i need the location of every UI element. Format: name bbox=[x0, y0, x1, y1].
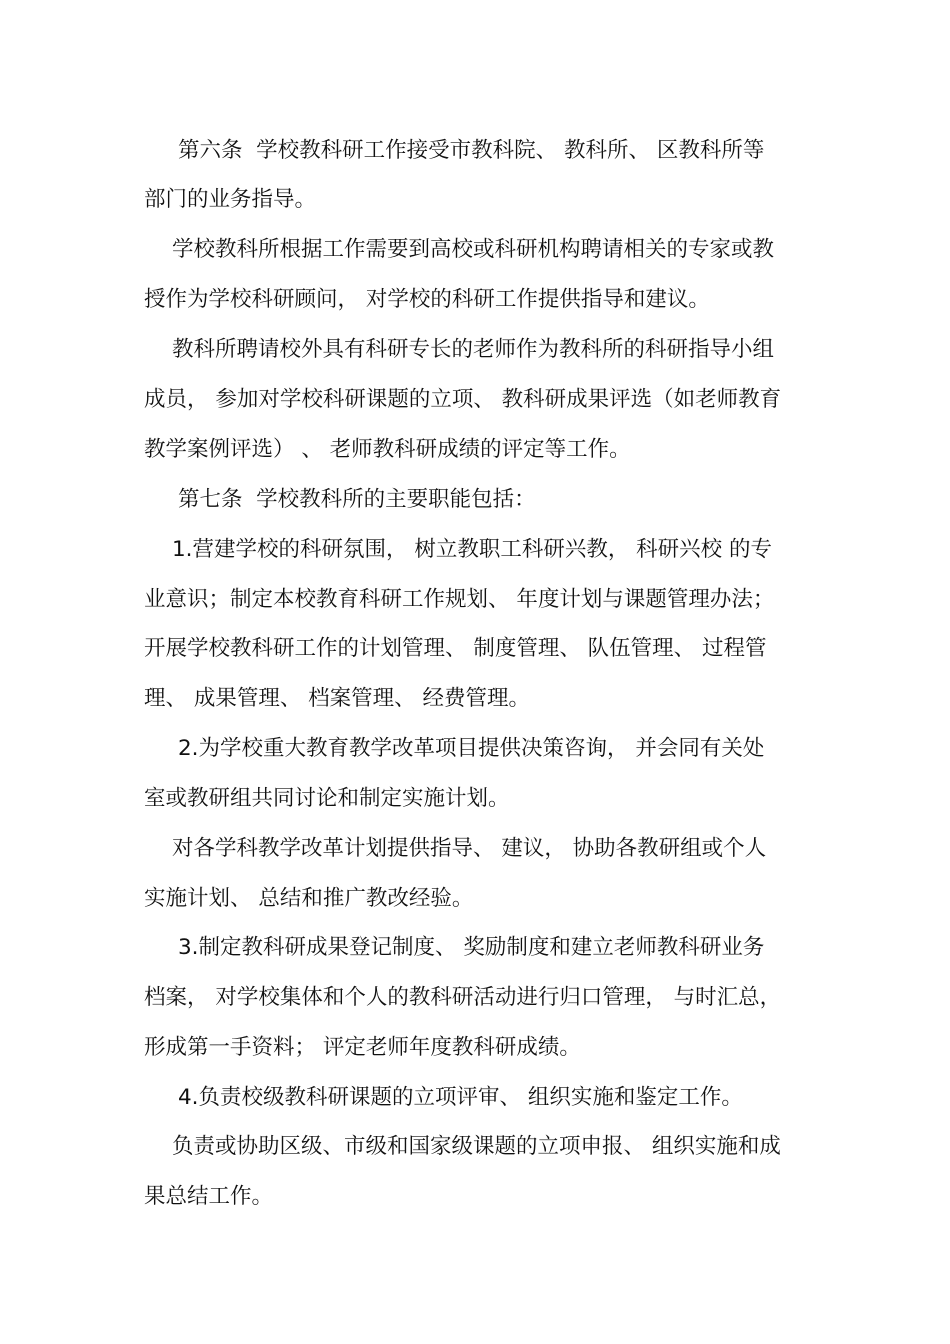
text-line-7: 教学案例评选） 、 老师教科研成绩的评定等工作。 bbox=[144, 437, 631, 462]
text-line-11: 开展学校教科研工作的计划管理、 制度管理、 队伍管理、 过程管 bbox=[144, 636, 767, 661]
text-line-8: 第七条 学校教科所的主要职能包括： bbox=[178, 487, 536, 512]
text-line-21: 负责或协助区级、市级和国家级课题的立项申报、 组织实施和成 bbox=[172, 1134, 781, 1159]
text-line-12: 理、 成果管理、 档案管理、 经费管理。 bbox=[144, 686, 531, 711]
text-line-14: 室或教研组共同讨论和制定实施计划。 bbox=[144, 786, 510, 811]
text-line-5: 教科所聘请校外具有科研专长的老师作为教科所的科研指导小组 bbox=[172, 337, 775, 362]
text-line-18: 档案， 对学校集体和个人的教科研活动进行归口管理， 与时汇总， bbox=[144, 985, 782, 1010]
text-line-13: 2.为学校重大教育教学改革项目提供决策咨询， 并会同有关处 bbox=[178, 736, 765, 761]
text-line-3: 学校教科所根据工作需要到高校或科研机构聘请相关的专家或教 bbox=[172, 237, 775, 262]
text-line-19: 形成第一手资料； 评定老师年度教科研成绩。 bbox=[144, 1035, 581, 1060]
text-line-22: 果总结工作。 bbox=[144, 1184, 274, 1209]
text-line-9: 1.营建学校的科研氛围， 树立教职工科研兴教， 科研兴校 的专 bbox=[172, 537, 773, 562]
text-line-16: 实施计划、 总结和推广教改经验。 bbox=[144, 886, 474, 911]
text-line-2: 部门的业务指导。 bbox=[144, 187, 317, 212]
text-line-6: 成员， 参加对学校科研课题的立项、 教科研成果评选（如老师教育 bbox=[144, 387, 782, 412]
text-line-20: 4.负责校级教科研课题的立项评审、 组织实施和鉴定工作。 bbox=[178, 1085, 743, 1110]
text-line-4: 授作为学校科研顾问， 对学校的科研工作提供指导和建议。 bbox=[144, 287, 710, 312]
text-line-10: 业意识；制定本校教育科研工作规划、 年度计划与课题管理办法； bbox=[144, 587, 775, 612]
text-line-17: 3.制定教科研成果登记制度、 奖励制度和建立老师教科研业务 bbox=[178, 935, 765, 960]
text-line-1: 第六条 学校教科研工作接受市教科院、 教科所、 区教科所等 bbox=[178, 138, 765, 163]
text-line-15: 对各学科教学改革计划提供指导、 建议， 协助各教研组或个人 bbox=[172, 836, 767, 861]
